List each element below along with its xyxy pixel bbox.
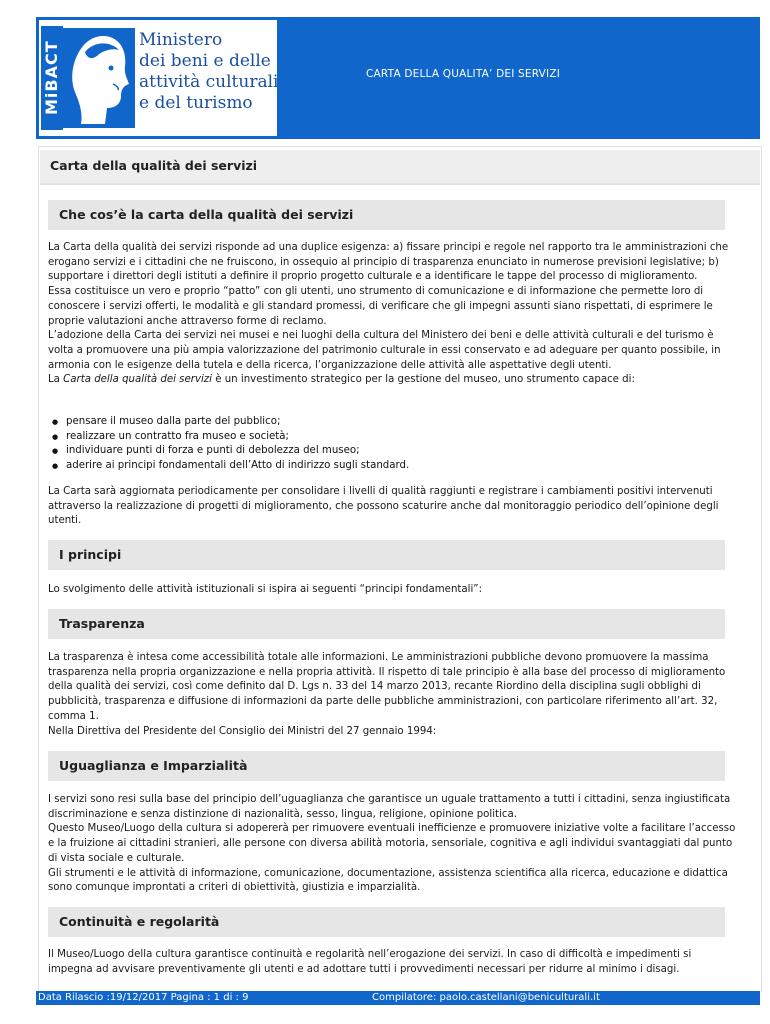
list-item: ● realizzare un contratto fra museo e società; — [52, 430, 732, 445]
section-title: Che cos’è la carta della qualità dei servizi — [59, 207, 354, 222]
paragraph: Il Museo/Luogo della cultura garantisce continuità e regolarità nell’erogazione dei servizi. In caso di difficoltà e impedimenti si impegna ad avvisare preventivamente gli utenti e ad adottare tutti i provvedimenti necessari per ridurre al minimo i disagi. — [48, 949, 692, 975]
paragraph: La trasparenza è intesa come accessibilità totale alle informazioni. Le amministrazioni pubbliche devono promuovere la massima trasparenza nella propria organizzazione e nella propria attività. Il rispetto di tale principio è alla base del processo di miglioramento della qualità dei servizi, così come definito dal D. Lgs n. 33 del 14 marzo 2013, recante Riordino della disciplina sugli obblighi di pubblicità, trasparenza e diffusione di informazioni da parte delle pubbliche amministrazioni, con particolare riferimento all’art. 32, comma 1. — [48, 652, 726, 722]
page-footer — [36, 991, 760, 1005]
paragraph: Questo Museo/Luogo della cultura si adopererà per rimuovere eventuali inefficienze e promuovere iniziative volte a facilitare l’accesso e la fruizione ai cittadini stranieri, alle persone con diversa abilità motoria, sensoriale, cognitiva e agli individui svantaggiati dal punto di vista sociale e culturale. — [48, 823, 736, 864]
page-title-bar — [40, 150, 760, 185]
section-title: Continuità e regolarità — [59, 914, 220, 929]
paragraph: Lo svolgimento delle attività istituzionali si ispira ai seguenti “principi fondamentali”: — [48, 584, 483, 595]
logo-line: dei beni e delle — [139, 51, 271, 71]
italic-text: Carta della qualità dei servizi — [63, 374, 212, 386]
logo-line: attività culturali — [139, 72, 279, 92]
logo-acronym: MiBACT — [41, 26, 63, 130]
section-body-trasparenza — [48, 651, 738, 739]
bullet-list — [52, 415, 732, 473]
text-fragment: è un investimento strategico per la gestione del museo, uno strumento capace di: — [211, 374, 635, 386]
section-body-uguaglianza — [48, 793, 738, 896]
list-item: ● pensare il museo dalla parte del pubblico; — [52, 415, 732, 430]
page-title: Carta della qualità dei servizi — [50, 158, 258, 173]
page-header — [36, 17, 760, 139]
section-title: Trasparenza — [59, 616, 145, 631]
section-body-principi — [48, 583, 738, 598]
paragraph: Gli strumenti e le attività di informazione, comunicazione, documentazione, assistenza scientifica alla ricerca, educazione e didattica sono comunque improntati a criteri di obiettività, giustizia e imparzialità. — [48, 867, 728, 894]
section-body-continuita — [48, 948, 738, 977]
section-body-carta — [48, 241, 738, 388]
paragraph — [48, 373, 738, 388]
list-item: ● aderire ai principi fondamentali dell’Atto di indirizzo sugli standard. — [52, 459, 732, 474]
mibact-logo — [39, 20, 277, 136]
logo-line: e del turismo — [139, 93, 253, 113]
closing-paragraph — [48, 485, 738, 529]
text-fragment: La — [48, 374, 64, 386]
section-title: I principi — [59, 547, 122, 562]
paragraph: Nella Direttiva del Presidente del Consiglio dei Ministri del 27 gennaio 1994: — [48, 725, 437, 737]
logo-text — [139, 30, 278, 114]
section-title: Uguaglianza e Imparzialità — [59, 758, 248, 773]
list-item: ● individuare punti di forza e punti di debolezza del museo; — [52, 444, 732, 459]
section-heading-uguaglianza — [48, 751, 725, 781]
statue-head-icon — [63, 28, 135, 128]
paragraph: La Carta della qualità dei servizi risponde ad una duplice esigenza: a) fissare principi e regole nel rapporto tra le amministrazioni che erogano servizi e i cittadini che ne fruiscono, in ossequio al principio di trasparenza enunciato in numerose previsioni legislative; b) supportare i direttori degli istituti a definire il proprio progetto culturale e a identificare le tappe del processo di miglioramento. — [48, 242, 729, 283]
section-heading-trasparenza — [48, 609, 725, 639]
header-title: CARTA DELLA QUALITA’ DEI SERVIZI — [366, 68, 561, 80]
section-heading-continuita — [48, 907, 725, 937]
paragraph: La Carta sarà aggiornata periodicamente per consolidare i livelli di qualità raggiunti e registrare i cambiamenti positivi intervenuti attraverso la realizzazione di progetti di miglioramento, che possono scaturire anche dal monitoraggio periodico dell’opinione degli utenti. — [48, 486, 719, 527]
paragraph: I servizi sono resi sulla base del principio dell’uguaglianza che garantisce un uguale trattamento a tutti i cittadini, senza ingiustificata discriminazione e senza distinzione di nazionalità, sesso, lingua, religione, opinione politica. — [48, 794, 731, 820]
section-heading-carta — [48, 200, 725, 230]
paragraph: L’adozione della Carta dei servizi nei musei e nei luoghi della cultura del Ministero dei beni e delle attività culturali e del turismo è volta a promuovere una più ampia valorizzazione del patrimonio culturale in essi conservato e ad adeguare per quanto possibile, in armonia con le esigenze della tutela e della ricerca, l’organizzazione delle attività alle aspettative degli utenti. — [48, 330, 721, 371]
compiler-info: Compilatore: paolo.castellani@beniculturali.it — [372, 992, 600, 1003]
section-heading-principi — [48, 540, 725, 570]
paragraph: Essa costituisce un vero e proprio “patto” con gli utenti, uno strumento di comunicazione e di informazione che permette loro di conoscere i servizi offerti, le modalità e gli standard promessi, di verificare che gli impegni assunti siano rispettati, di esprimere le proprie valutazioni anche attraverso forme di reclamo. — [48, 286, 713, 327]
logo-line: Ministero — [139, 30, 223, 50]
release-info: Data Rilascio :19/12/2017 Pagina : 1 di : 9 — [38, 992, 249, 1003]
